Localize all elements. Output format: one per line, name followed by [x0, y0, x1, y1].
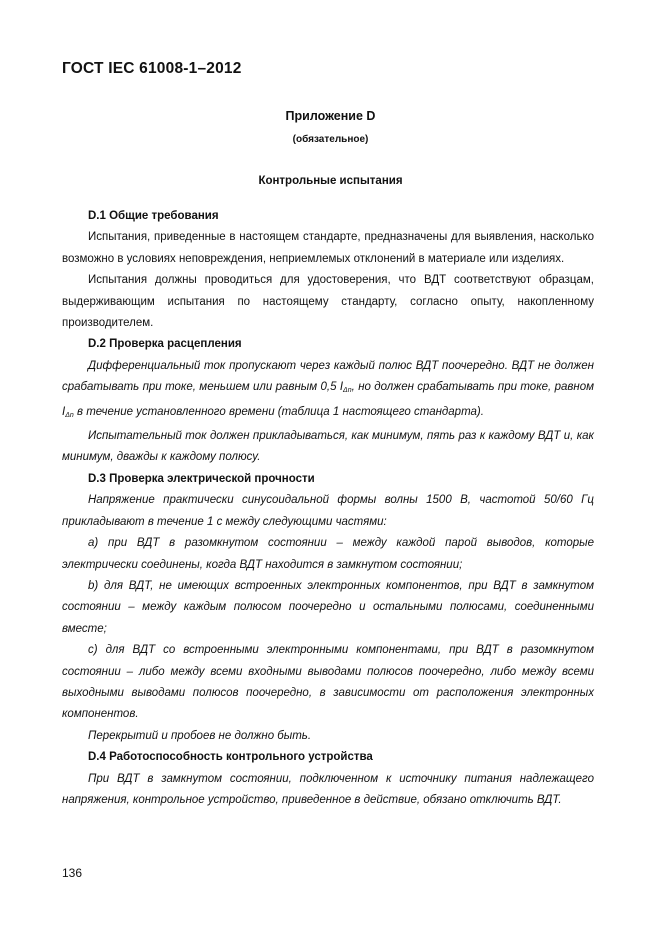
section-d3-paragraph-1: Напряжение практически синусоидальной формы волны 1500 В, частотой 50/60 Гц прикладывают в течение 1 с между следующими частями: [62, 494, 594, 528]
annex-name: Контрольные испытания [258, 175, 403, 187]
section-d3-item-c: c) для ВДТ со встроенными электронными компонентами, при ВДТ в разомкнутом состоянии – либо между всеми входными выводами полюсов поочередно, либо между всеми выходными выводами полюсов поочередно, в зависимости от расположения электронных компонентов. [62, 644, 594, 721]
annex-status: (обязательное) [292, 134, 369, 145]
d2-text-c: в течение установленного времени (таблица 1 настоящего стандарта). [73, 405, 484, 418]
d2-subscript-2: Δn [65, 411, 74, 419]
standard-header: ГОСТ IEC 61008-1–2012 [62, 60, 242, 77]
annex-title: Приложение D [285, 109, 376, 123]
section-d3-heading: D.3 Проверка электрической прочности [88, 472, 315, 485]
section-d4-paragraph-1: При ВДТ в замкнутом состоянии, подключенном к источнику питания надлежащего напряжения, контрольное устройство, приведенное в действие, обязано отключить ВДТ. [62, 772, 594, 806]
d2-subscript-1: Δn [343, 387, 352, 395]
page-number: 136 [62, 866, 83, 880]
section-d1-heading: D.1 Общие требования [88, 210, 219, 222]
document-body [62, 206, 594, 811]
section-d3-item-b: b) для ВДТ, не имеющих встроенных электронных компонентов, при ВДТ в замкнутом состоянии – между каждым полюсом поочередно и остальными полюсами, соединенными вместе; [62, 579, 594, 635]
d2-text-a: Дифференциальный ток пропускают через каждый полюс ВДТ поочередно. ВДТ не должен срабатывать при токе, меньшем или равным 0,5 I [62, 359, 594, 394]
section-d1-paragraph-1: Испытания, приведенные в настоящем стандарте, предназначены для выявления, насколько возможно в условиях неповреждения, неприемлемых отклонений в материале или изделиях. [62, 231, 594, 265]
section-d2-paragraph-1 [62, 356, 594, 426]
section-d1-paragraph-2: Испытания должны проводиться для удостоверения, что ВДТ соответствуют образцам, выдерживающим испытания по настоящему стандарту, согласно опыту, накопленному производителем. [62, 274, 594, 330]
section-d3-item-a: a) при ВДТ в разомкнутом состоянии – между каждой парой выводов, которые электрически соединены, когда ВДТ находится в замкнутом состоянии; [62, 537, 594, 571]
section-d2-paragraph-2: Испытательный ток должен прикладываться, как минимум, пять раз к каждому ВДТ и, как минимум, дважды к каждому полюсу. [62, 430, 594, 464]
section-d3-paragraph-2: Перекрытий и пробоев не должно быть. [88, 729, 312, 742]
section-d4-heading: D.4 Работоспособность контрольного устройства [88, 751, 373, 764]
d2-text-b: , но должен срабатывать при токе, равном I [62, 381, 594, 418]
section-d2-heading: D.2 Проверка расцепления [88, 338, 242, 351]
